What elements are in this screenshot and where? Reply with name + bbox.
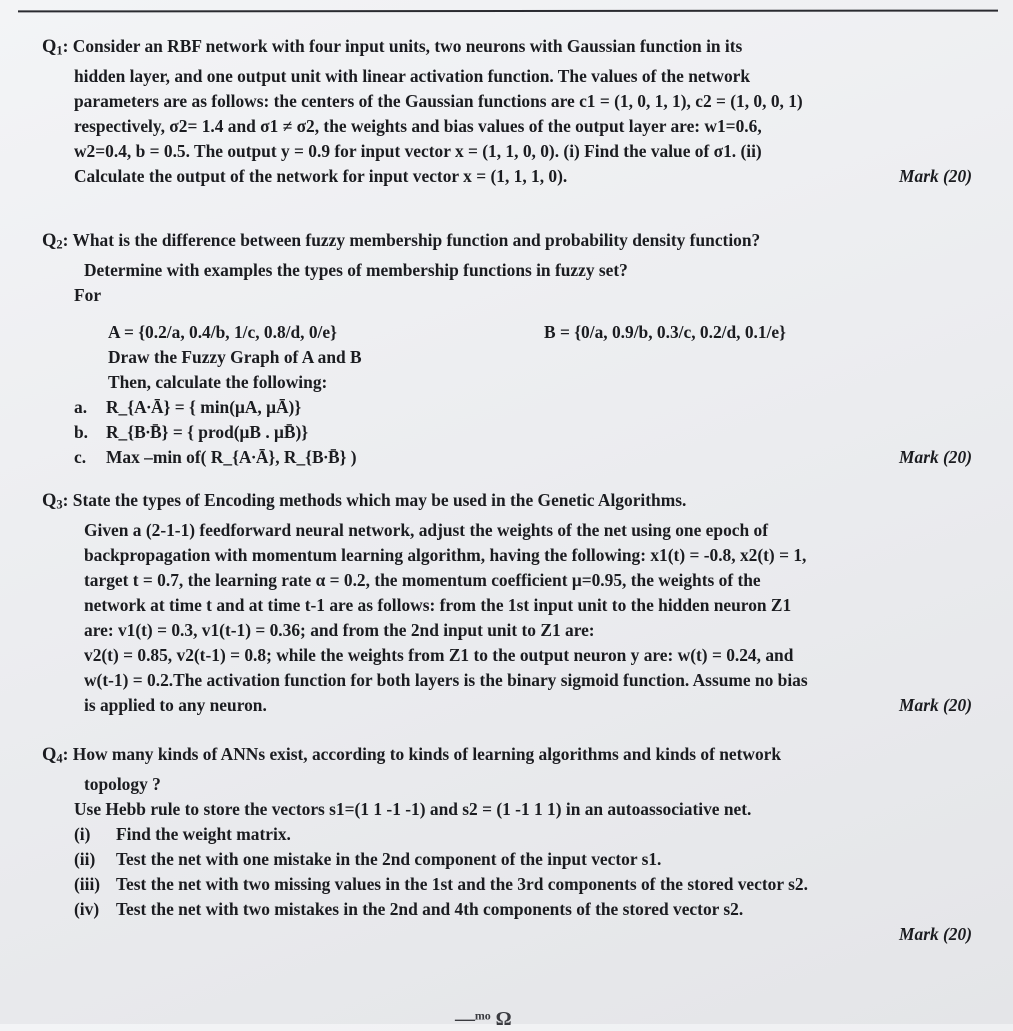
q3-line-5: network at time t and at time t-1 are as follows: from the 1st input unit to the hidden neuron Z1 (84, 594, 792, 615)
q4-item-iii-text: Test the net with two missing values in the 1st and the 3rd components of the stored vector s2. (116, 873, 808, 894)
q1-text: : Consider an RBF network with four input units, two neurons with Gaussian function in its (62, 36, 743, 56)
q4-number: Q (42, 745, 57, 765)
q2-item-c (42, 445, 972, 470)
q3-line-3: backpropagation with momentum learning algorithm, having the following: x1(t) = -0.8, x2(t) = 1, (84, 544, 807, 565)
q4-line-1 (42, 742, 972, 772)
q3-line-8: w(t-1) = 0.2.The activation function for both layers is the binary sigmoid function. Assume no bias (84, 669, 808, 690)
top-border-line (18, 10, 998, 13)
q1-line-3: parameters are as follows: the centers of the Gaussian functions are c1 = (1, 0, 1, 1), c2 = (1, 0, 0, 1) (74, 90, 803, 111)
q2-number: Q (42, 231, 57, 251)
q1-number: Q (42, 37, 57, 57)
q3-mark: Mark (20) (899, 694, 972, 715)
q4-text: : How many kinds of ANNs exist, according to kinds of learning algorithms and kinds of network (62, 744, 782, 764)
question-3 (42, 488, 972, 718)
q1-line-5: w2=0.4, b = 0.5. The output y = 0.9 for input vector x = (1, 1, 0, 0). (i) Find the value of σ1. (ii) (74, 140, 762, 161)
q2-set-b: B = {0/a, 0.9/b, 0.3/c, 0.2/d, 0.1/e} (544, 321, 786, 342)
q4-item-iv (42, 897, 972, 922)
q2-set-a: A = {0.2/a, 0.4/b, 1/c, 0.8/d, 0/e} (108, 321, 337, 342)
q4-item-i-label: (i) (74, 823, 91, 844)
q2-item-a-label: a. (74, 396, 88, 417)
q3-line-9 (42, 693, 972, 718)
q3-text: : State the types of Encoding methods which may be used in the Genetic Algorithms. (62, 490, 687, 510)
q2-text: : What is the difference between fuzzy membership function and probability density function? (62, 230, 761, 250)
q4-item-iii (42, 872, 972, 897)
q4-item-iv-label: (iv) (74, 898, 100, 919)
q4-line-2: topology ? (84, 773, 161, 794)
q3-line-7: v2(t) = 0.85, v2(t-1) = 0.8; while the weights from Z1 to the output neuron y are: w(t) = 0.24, and (84, 644, 794, 665)
q1-line-2: hidden layer, and one output unit with linear activation function. The values of the network (74, 65, 751, 86)
q2-item-b-text: R_{B∙B̄} = { prod(μB . μB̄)} (106, 421, 309, 442)
q2-draw-instruction: Draw the Fuzzy Graph of A and B (108, 346, 362, 367)
q2-item-a-text: R_{A∙Ā} = { min(μA, μĀ)} (106, 396, 302, 417)
q3-line-4: target t = 0.7, the learning rate α = 0.2, the momentum coefficient μ=0.95, the weights of the (84, 569, 761, 590)
q2-item-c-label: c. (74, 446, 87, 467)
q1-line-1 (42, 34, 972, 64)
q1-line-6-text: Calculate the output of the network for input vector x = (1, 1, 1, 0). (74, 165, 568, 186)
q2-item-a (42, 395, 972, 420)
q4-item-iv-text: Test the net with two mistakes in the 2nd and 4th components of the stored vector s2. (116, 898, 744, 919)
q2-line-1 (42, 228, 972, 258)
q3-number-sub: 3 (56, 497, 63, 512)
q2-item-b (42, 420, 972, 445)
q1-line-6 (42, 164, 972, 189)
q2-line-3: For (74, 284, 102, 305)
q2-then-instruction: Then, calculate the following: (108, 371, 328, 392)
q3-number: Q (42, 491, 57, 511)
q1-mark: Mark (20) (899, 165, 972, 186)
q4-mark-row (42, 922, 972, 947)
question-1 (42, 34, 972, 189)
q4-number-sub: 4 (56, 751, 63, 766)
q2-mark: Mark (20) (899, 446, 972, 467)
q1-number-sub: 1 (56, 43, 63, 58)
q4-item-i (42, 822, 972, 847)
q4-mark: Mark (20) (899, 923, 972, 944)
q3-line-2: Given a (2-1-1) feedforward neural network, adjust the weights of the net using one epoch of (84, 519, 768, 540)
q4-item-ii-label: (ii) (74, 848, 96, 869)
q4-item-iii-label: (iii) (74, 873, 101, 894)
q3-line-9-text: is applied to any neuron. (84, 694, 267, 715)
q2-number-sub: 2 (56, 237, 63, 252)
q4-item-i-text: Find the weight matrix. (116, 823, 291, 844)
q4-item-ii-text: Test the net with one mistake in the 2nd component of the input vector s1. (116, 848, 662, 869)
q2-line-2: Determine with examples the types of membership functions in fuzzy set? (84, 259, 628, 280)
q3-line-1 (42, 488, 972, 518)
bottom-handwritten-scrawl: —ᵐᵒ Ω (455, 1008, 512, 1030)
question-2 (42, 228, 972, 470)
q2-sets-row (42, 320, 972, 345)
q4-item-ii (42, 847, 972, 872)
q2-spacer (42, 308, 972, 320)
q1-line-4: respectively, σ2= 1.4 and σ1 ≠ σ2, the weights and bias values of the output layer are: w1=0.6, (74, 115, 762, 136)
q2-item-b-label: b. (74, 421, 89, 442)
question-4 (42, 742, 972, 947)
q3-line-6: are: v1(t) = 0.3, v1(t-1) = 0.36; and from the 2nd input unit to Z1 are: (84, 619, 595, 640)
q2-item-c-text: Max –min of( R_{A∙Ā}, R_{B∙B̄} ) (106, 446, 357, 467)
q4-line-3: Use Hebb rule to store the vectors s1=(1 1 -1 -1) and s2 = (1 -1 1 1) in an autoassociative net. (74, 798, 752, 819)
